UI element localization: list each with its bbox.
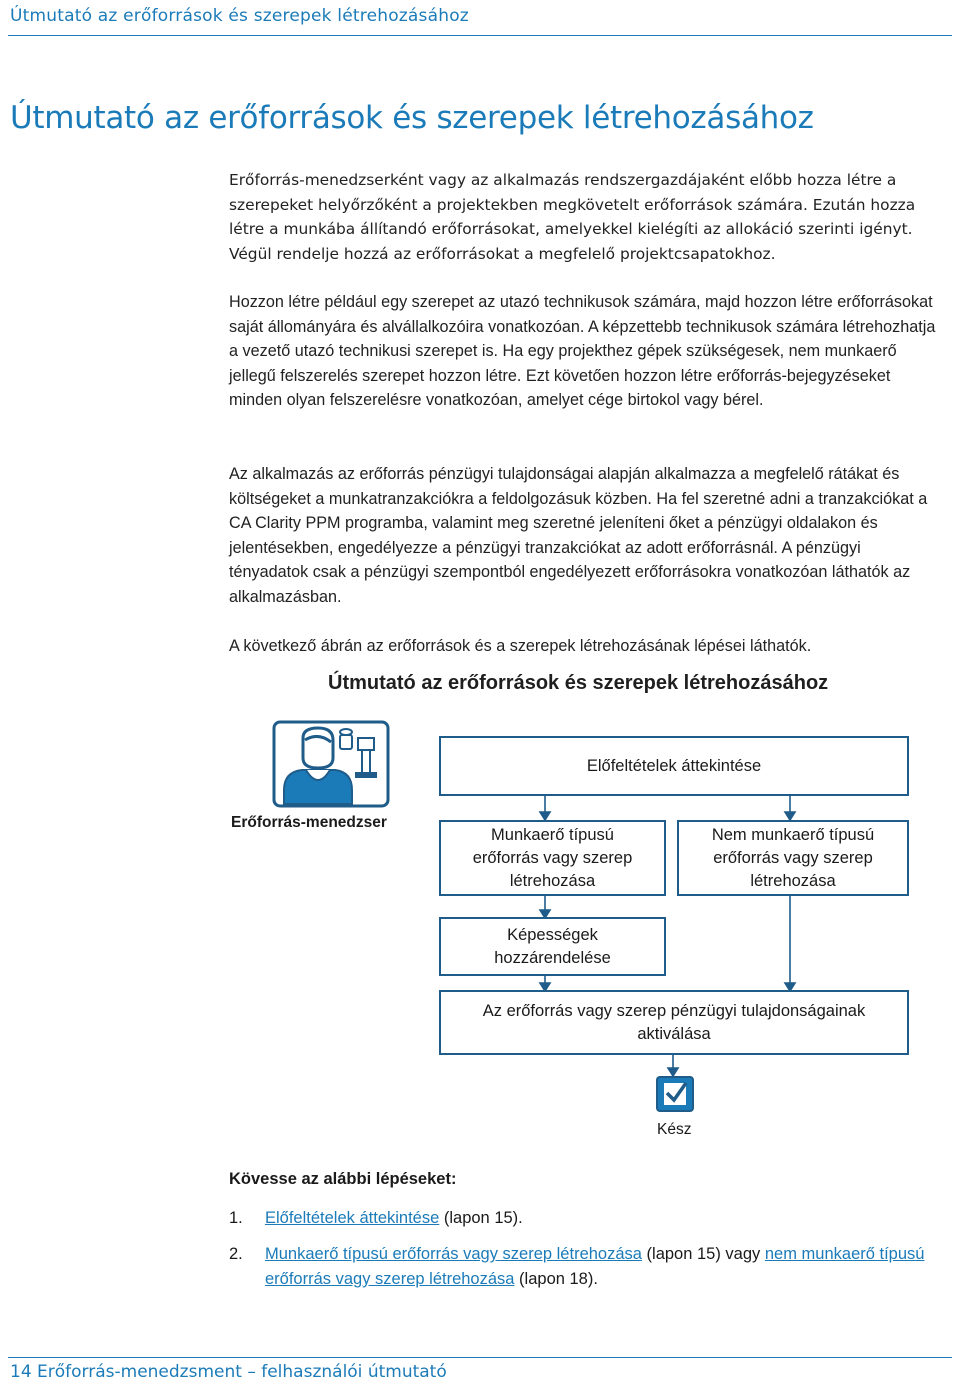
link-prerequisites[interactable]: Előfeltételek áttekintése [265, 1209, 440, 1227]
step-number: 2. [229, 1245, 243, 1263]
arrowhead-labor [540, 812, 550, 820]
footer-divider [8, 1357, 952, 1358]
resource-manager-icon [274, 722, 388, 806]
step-text [265, 1206, 955, 1231]
box-prerequisites: Előfeltételek áttekintése [439, 736, 909, 796]
intro-paragraph: Erőforrás-menedzserként vagy az alkalmazás rendszergazdájaként előbb hozza létre a szerepeket helyőrzőként a projektekben megkövetelt erőforrások számára. Ezután hozza létre a munkába állítandó erőforrásokat, amelyekkel kielégíti az allokáció szerinti igényt. Végül rendelje hozzá az erőforrásokat a megfelelő projektcsapatokhoz. [229, 171, 916, 263]
checkbox-done-icon [657, 1077, 693, 1111]
step-text [265, 1242, 955, 1291]
arrowhead-done [668, 1068, 678, 1076]
link-labor-resource[interactable]: Munkaerő típusú erőforrás vagy szerep létrehozása [265, 1245, 642, 1263]
page-footer: 14 Erőforrás-menedzsment – felhasználói útmutató [10, 1362, 447, 1382]
step-page-ref: (lapon 15) vagy [641, 1245, 765, 1263]
arrowhead-nonlabor [785, 812, 795, 820]
box-nonlabor-resource: Nem munkaerő típusú erőforrás vagy szerep létrehozása [677, 820, 909, 896]
step-page-ref: (lapon 15). [439, 1209, 523, 1227]
page-title: Útmutató az erőforrások és szerepek létrehozásához [10, 100, 814, 136]
box-financial-properties: Az erőforrás vagy szerep pénzügyi tulajdonságainak aktiválása [439, 990, 909, 1055]
step-page-ref-2: (lapon 18). [514, 1269, 598, 1288]
actor-label: Erőforrás-menedzser [231, 814, 387, 831]
steps-heading: Kövesse az alábbi lépéseket: [229, 1170, 457, 1188]
running-header: Útmutató az erőforrások és szerepek létrehozásához [10, 6, 469, 26]
box-labor-resource: Munkaerő típusú erőforrás vagy szerep létrehozása [439, 820, 666, 896]
financial-paragraph: Az alkalmazás az erőforrás pénzügyi tulajdonságai alapján alkalmazza a megfelelő rátákat és költségeket a munkatranzakciókra a feldolgozásuk közben. Ha fel szeretné adni a tranzakciókat a CA Clarity PPM programba, valamint meg szeretné jeleníteni őket a pénzügyi oldalakon és jelentésekben, engedélyezze a pénzügyi tranzakciókat az adott erőforrásnál. A pénzügyi tényadatok csak a pénzügyi szempontból engedélyezett erőforrásokra vonatkozóan láthatók az alkalmazásban. [229, 465, 928, 606]
example-paragraph: Hozzon létre például egy szerepet az utazó technikusok számára, majd hozzon létre erőforrásokat saját állományára és alvállalkozóira vonatkozóan. A képzettebb technikusok számára létrehozhatja a vezető utazó technikusi szerepet is. Ha egy projekthez gépek szükségesek, nem munkaerő jellegű felszerelés szerepet hozzon létre. Ezt követően hozzon létre erőforrás-bejegyzéseket minden olyan felszerelésre vonatkozóan, amelyet cége birtokol vagy bérel. [229, 293, 936, 409]
diagram-title: Útmutató az erőforrások és szerepek létrehozásához [328, 672, 829, 694]
diagram-intro-paragraph: A következő ábrán az erőforrások és a szerepek létrehozásának lépései láthatók. [229, 637, 812, 655]
box-assign-skills: Képességek hozzárendelése [439, 917, 666, 976]
step-number: 1. [229, 1209, 243, 1227]
link-nonlabor-resource[interactable]: nem munkaerő típusú erőforrás vagy szerep létrehozása [265, 1245, 925, 1288]
done-label: Kész [657, 1121, 692, 1138]
